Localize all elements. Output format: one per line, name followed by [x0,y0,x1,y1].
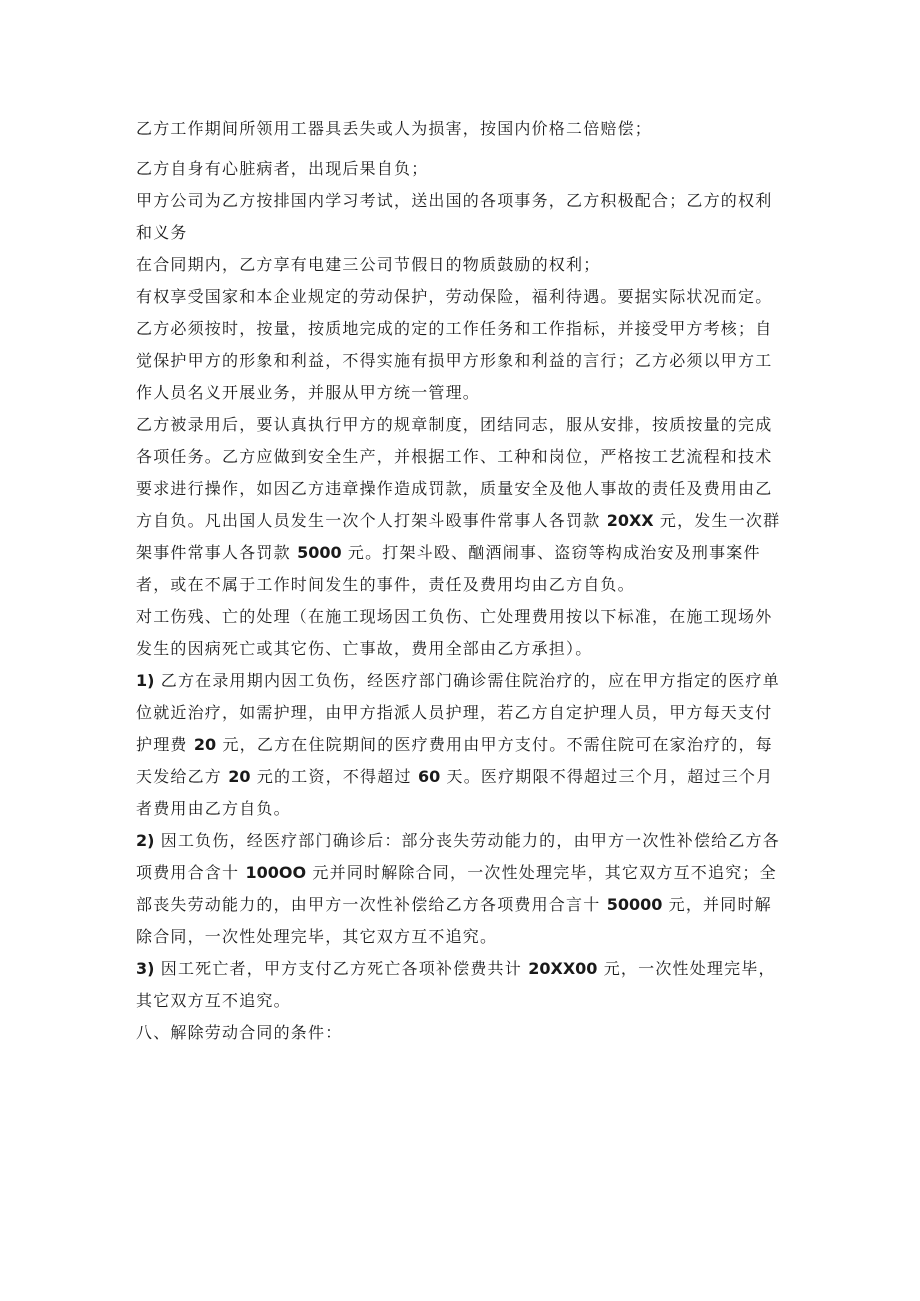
paragraph-text: 因工负伤，经医疗部门确诊后：部分丧失劳动能力的，由甲方一次性补偿给乙方各项费用合含十 [136,831,780,882]
section-heading-termination [136,1017,786,1049]
paragraph-text: 元，并同时解除合同，一次性处理完毕，其它双方互不追究。 [136,895,772,946]
paragraph-text: 乙方工作期间所领用工器具丢失或人为损害，按国内价格二倍赔偿； [136,119,653,138]
paragraph-injury-handling [136,601,786,665]
partial-disability-amount: 100OO [245,863,307,882]
paragraph-training-arrangement [136,185,786,249]
paragraph-work-obligations [136,313,786,409]
paragraph-text: 有权享受国家和本企业规定的劳动保护，劳动保险，福利待遇。要据实际状况而定。 [136,287,773,306]
paragraph-clause-2 [136,825,786,953]
paragraph-text: 对工伤残、亡的处理（在施工现场因工负伤、亡处理费用按以下标准，在施工现场外发生的因病死亡或其它伤、亡事故，费用全部由乙方承担）。 [136,607,773,658]
paragraph-text: 甲方公司为乙方按排国内学习考试，送出国的各项事务，乙方积极配合；乙方的权利和义务 [136,191,773,242]
clause-number: 2) [136,831,155,850]
day-limit: 60 [417,767,441,786]
paragraph-heart-disease [136,153,786,185]
paragraph-text: 因工死亡者，甲方支付乙方死亡各项补偿费共计 [154,959,529,978]
paragraph-text: 元并同时解除合同，一次性处理完毕，其它双方互不追究；全部丧失劳动能力的，由甲方一次性补偿给乙方各项费用合言十 [136,863,777,914]
paragraph-text: 天。医疗期限不得超过三个月，超过三个月者费用由乙方自负。 [136,767,774,818]
paragraph-text: 乙方在录用期内因工负伤，经医疗部门确诊需住院治疗的，应在甲方指定的医疗单位就近治疗，如需护理，由甲方指派人员护理，若乙方自定护理人员，甲方每天支付护理费 [136,671,780,754]
paragraph-text: 元，一次性处理完毕，其它双方互不追究。 [136,959,776,1010]
paragraph-labor-protection [136,281,786,313]
full-disability-amount: 50000 [606,895,663,914]
paragraph-clause-3 [136,953,786,1017]
daily-wage-amount: 20 [228,767,251,786]
paragraph-text: 元的工资，不得超过 [250,767,418,786]
paragraph-text: 元，乙方在住院期间的医疗费用由甲方支付。不需住院可在家治疗的，每天发给乙方 [136,735,773,786]
paragraph-text: 在合同期内，乙方享有电建三公司节假日的物质鼓励的权利； [136,255,601,274]
paragraph-tool-loss [136,113,786,145]
paragraph-discipline [136,409,786,601]
fine-amount-individual: 20XX [606,511,654,530]
clause-number: 3) [136,959,155,978]
paragraph-clause-1 [136,665,786,825]
fine-amount-group: 5000 [297,543,342,562]
nursing-fee-amount: 20 [193,735,217,754]
paragraph-text: 乙方被录用后，要认真执行甲方的规章制度，团结同志，服从安排，按质按量的完成各项任务。乙方应做到安全生产，并根据工作、工种和岗位，严格按工艺流程和技术要求进行操作，如因乙方违章操作造成罚款，质量安全及他人事故的责任及费用由乙方自负。凡出国人员发生一次个人打架斗殴事件常事人各罚款 [136,415,773,530]
paragraph-holiday-rights [136,249,786,281]
paragraph-text: 乙方自身有心脏病者，出现后果自负； [136,159,429,178]
document-body [136,113,786,1049]
paragraph-text: 乙方必须按时，按量，按质地完成的定的工作任务和工作指标，并接受甲方考核；自觉保护甲方的形象和利益，不得实施有损甲方形象和利益的言行；乙方必须以甲方工作人员名义开展业务，并服从甲方统一管理。 [136,319,773,402]
death-compensation-amount: 20XX00 [528,959,598,978]
clause-number: 1) [136,671,155,690]
paragraph-text: 元。打架斗殴、酗酒闹事、盗窃等构成治安及刑事案件者，或在不属于工作时间发生的事件，责任及费用均由乙方自负。 [136,543,761,594]
paragraph-text: 元，发生一次群架事件常事人各罚款 [136,511,781,562]
heading-text: 八、解除劳动合同的条件： [136,1023,343,1042]
